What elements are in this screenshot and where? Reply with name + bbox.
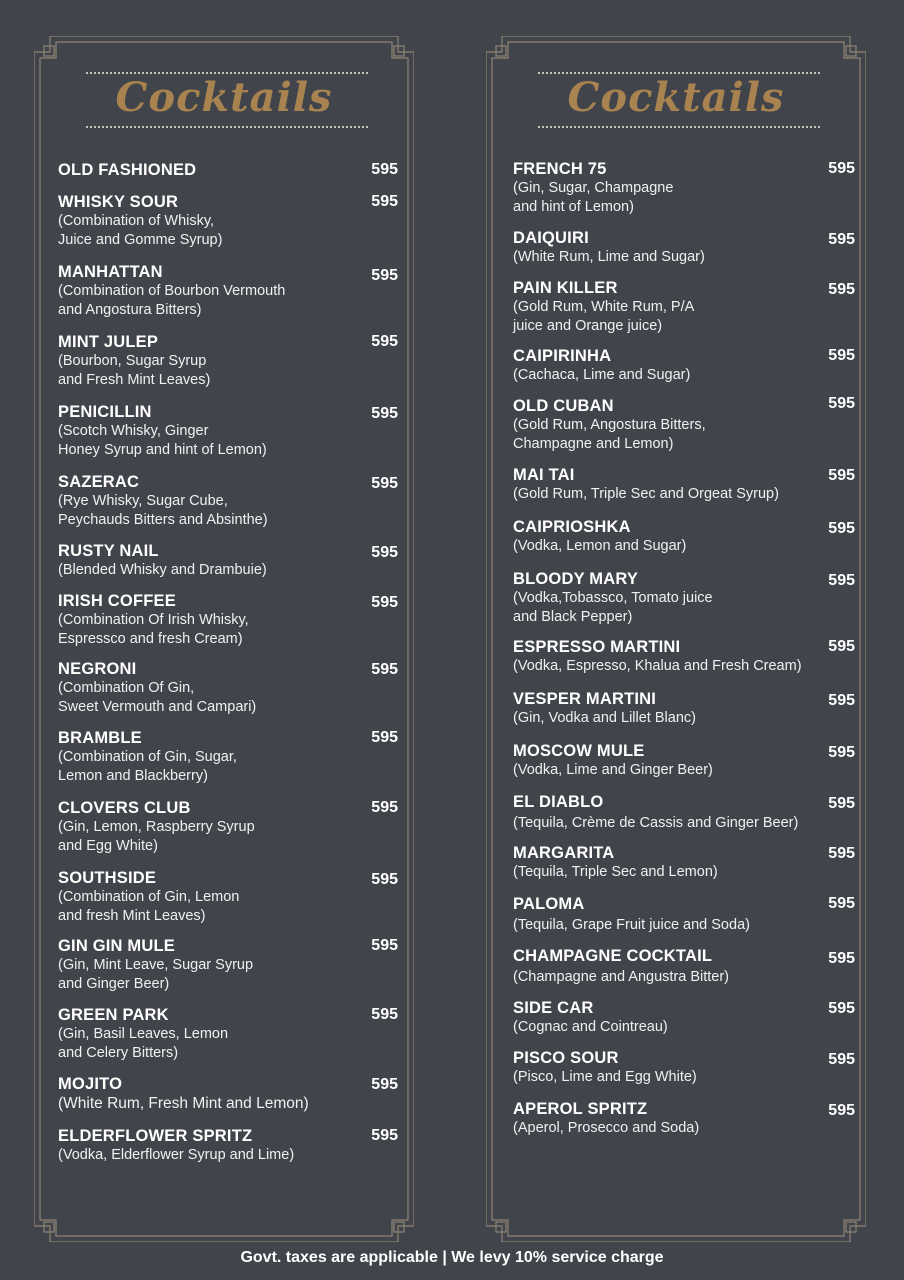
item-price: 595	[828, 638, 855, 655]
item-price: 595	[828, 347, 855, 364]
menu-item	[513, 792, 853, 833]
item-price: 595	[371, 405, 398, 422]
item-price: 595	[371, 193, 398, 210]
item-price: 595	[371, 1127, 398, 1144]
item-description: (Tequila, Triple Sec and Lemon)	[513, 864, 718, 880]
menu-item	[58, 472, 398, 530]
item-name: OLD FASHIONED	[58, 161, 197, 179]
menu-item	[58, 160, 398, 180]
item-description: (Champagne and Angustra Bitter)	[513, 969, 730, 985]
item-description: (Bourbon, Sugar Syrup and Fresh Mint Leaves)	[58, 353, 211, 388]
item-name: MOSCOW MULE	[513, 742, 645, 760]
menu-item	[513, 998, 853, 1037]
item-price: 595	[828, 395, 855, 412]
item-description: (Vodka, Elderflower Syrup and Lime)	[58, 1147, 295, 1163]
item-name: CLOVERS CLUB	[58, 799, 191, 817]
menu-item	[513, 228, 853, 267]
item-name: WHISKY SOUR	[58, 193, 179, 211]
item-price: 595	[371, 267, 398, 284]
menu-item	[58, 402, 398, 460]
item-price: 595	[371, 333, 398, 350]
item-name: GREEN PARK	[58, 1006, 169, 1024]
menu-item	[58, 728, 398, 786]
item-price: 595	[828, 895, 855, 912]
section-title: Cocktails	[567, 74, 785, 121]
item-description: (Aperol, Prosecco and Soda)	[513, 1120, 700, 1136]
item-price: 595	[371, 799, 398, 816]
item-name: BLOODY MARY	[513, 570, 639, 588]
item-price: 595	[371, 661, 398, 678]
footer-note: Govt. taxes are applicable | We levy 10% service charge	[240, 1249, 664, 1266]
item-price: 595	[371, 161, 398, 178]
item-price: 595	[371, 1006, 398, 1023]
item-name: IRISH COFFEE	[58, 592, 176, 610]
item-name: ELDERFLOWER SPRITZ	[58, 1127, 253, 1145]
item-description: (White Rum, Fresh Mint and Lemon)	[58, 1095, 309, 1112]
item-name: EL DIABLO	[513, 793, 604, 811]
item-price: 595	[828, 845, 855, 862]
menu-item	[513, 517, 853, 556]
item-name: SAZERAC	[58, 473, 140, 491]
item-description: (Gold Rum, White Rum, P/A juice and Orange juice)	[513, 299, 695, 334]
menu-item	[58, 1074, 398, 1113]
item-description: (Combination of Gin, Sugar, Lemon and Blackberry)	[58, 749, 237, 784]
item-description: (Vodka, Lemon and Sugar)	[513, 538, 687, 554]
menu-item	[513, 465, 853, 504]
item-price: 595	[828, 744, 855, 761]
item-name: RUSTY NAIL	[58, 542, 159, 560]
item-name: FRENCH 75	[513, 160, 607, 178]
item-description: (Combination Of Gin, Sweet Vermouth and Campari)	[58, 680, 257, 715]
item-description: (Pisco, Lime and Egg White)	[513, 1069, 697, 1085]
item-price: 595	[828, 1102, 855, 1119]
item-price: 595	[828, 950, 855, 967]
item-description: (Tequila, Grape Fruit juice and Soda)	[513, 917, 750, 933]
title-divider-bottom	[86, 126, 368, 128]
menu-item	[58, 541, 398, 580]
item-description: (White Rum, Lime and Sugar)	[513, 249, 705, 265]
menu-item	[513, 946, 853, 987]
item-description: (Gin, Mint Leave, Sugar Syrup and Ginger Beer)	[58, 957, 254, 992]
item-description: (Gin, Basil Leaves, Lemon and Celery Bitters)	[58, 1026, 229, 1061]
menu-item	[58, 591, 398, 649]
item-description: (Rye Whisky, Sugar Cube, Peychauds Bitters and Absinthe)	[58, 493, 268, 528]
menu-item	[513, 278, 853, 336]
item-name: PALOMA	[513, 895, 585, 913]
menu-item	[58, 1005, 398, 1063]
item-description: (Combination Of Irish Whisky, Espressco and fresh Cream)	[58, 612, 249, 647]
item-price: 595	[371, 937, 398, 954]
item-price: 595	[828, 160, 855, 177]
item-description: (Tequila, Crème de Cassis and Ginger Beer)	[513, 815, 799, 831]
item-price: 595	[828, 281, 855, 298]
item-price: 595	[371, 871, 398, 888]
menu-item	[58, 798, 398, 856]
item-description: (Combination of Whisky, Juice and Gomme Syrup)	[58, 213, 223, 248]
menu-item	[58, 868, 398, 926]
item-name: GIN GIN MULE	[58, 937, 175, 955]
menu-item	[513, 396, 853, 454]
item-description: (Combination of Gin, Lemon and fresh Mint Leaves)	[58, 889, 240, 924]
menu-item	[513, 894, 853, 935]
item-name: PISCO SOUR	[513, 1049, 619, 1067]
item-name: OLD CUBAN	[513, 397, 614, 415]
item-name: CAIPRIOSHKA	[513, 518, 631, 536]
menu-item	[513, 346, 853, 385]
item-description: (Cachaca, Lime and Sugar)	[513, 367, 691, 383]
item-description: (Vodka, Lime and Ginger Beer)	[513, 762, 713, 778]
item-name: MANHATTAN	[58, 263, 163, 281]
item-description: (Vodka, Espresso, Khalua and Fresh Cream)	[513, 658, 802, 674]
item-description: (Gin, Sugar, Champagne and hint of Lemon)	[513, 180, 674, 215]
item-name: SIDE CAR	[513, 999, 594, 1017]
item-price: 595	[828, 231, 855, 248]
item-name: NEGRONI	[58, 660, 137, 678]
item-name: MINT JULEP	[58, 333, 159, 351]
right-menu-panel	[486, 36, 866, 1242]
section-title: Cocktails	[115, 74, 333, 121]
item-price: 595	[371, 1076, 398, 1093]
item-price: 595	[828, 467, 855, 484]
item-description: (Gin, Vodka and Lillet Blanc)	[513, 710, 696, 726]
menu-item	[58, 936, 398, 994]
item-price: 595	[371, 729, 398, 746]
item-name: VESPER MARTINI	[513, 690, 657, 708]
item-name: SOUTHSIDE	[58, 869, 157, 887]
item-description: (Combination of Bourbon Vermouth and Angostura Bitters)	[58, 283, 286, 318]
item-name: APEROL SPRITZ	[513, 1100, 648, 1118]
item-name: PAIN KILLER	[513, 279, 618, 297]
item-price: 595	[828, 1051, 855, 1068]
item-description: (Gold Rum, Triple Sec and Orgeat Syrup)	[513, 486, 779, 502]
item-name: MOJITO	[58, 1075, 123, 1093]
item-description: (Scotch Whisky, Ginger Honey Syrup and hint of Lemon)	[58, 423, 267, 458]
menu-item	[513, 741, 853, 780]
item-description: (Gold Rum, Angostura Bitters, Champagne and Lemon)	[513, 417, 706, 452]
item-name: PENICILLIN	[58, 403, 152, 421]
item-name: CHAMPAGNE COCKTAIL	[513, 947, 713, 965]
item-price: 595	[828, 520, 855, 537]
menu-item	[513, 1099, 853, 1138]
item-price: 595	[828, 795, 855, 812]
menu-item	[513, 569, 853, 627]
menu-item	[58, 332, 398, 390]
menu-item	[58, 659, 398, 717]
item-name: ESPRESSO MARTINI	[513, 638, 681, 656]
item-name: BRAMBLE	[58, 729, 142, 747]
item-description: (Gin, Lemon, Raspberry Syrup and Egg White)	[58, 819, 255, 854]
menu-item	[513, 159, 853, 217]
item-price: 595	[371, 544, 398, 561]
item-price: 595	[828, 572, 855, 589]
item-description: (Cognac and Cointreau)	[513, 1019, 668, 1035]
menu-item	[513, 843, 853, 882]
item-price: 595	[371, 594, 398, 611]
menu-item	[58, 192, 398, 250]
item-price: 595	[828, 1000, 855, 1017]
item-name: DAIQUIRI	[513, 229, 589, 247]
item-name: MARGARITA	[513, 844, 615, 862]
item-price: 595	[828, 692, 855, 709]
item-name: CAIPIRINHA	[513, 347, 612, 365]
title-divider-bottom	[538, 126, 820, 128]
item-description: (Vodka,Tobassco, Tomato juice and Black Pepper)	[513, 590, 713, 625]
menu-item	[513, 1048, 853, 1087]
item-name: MAI TAI	[513, 466, 575, 484]
left-menu-panel	[34, 36, 414, 1242]
menu-item	[513, 637, 853, 676]
menu-item	[58, 1126, 398, 1165]
menu-item	[513, 689, 853, 728]
menu-item	[58, 262, 398, 320]
item-price: 595	[371, 475, 398, 492]
item-description: (Blended Whisky and Drambuie)	[58, 562, 267, 578]
